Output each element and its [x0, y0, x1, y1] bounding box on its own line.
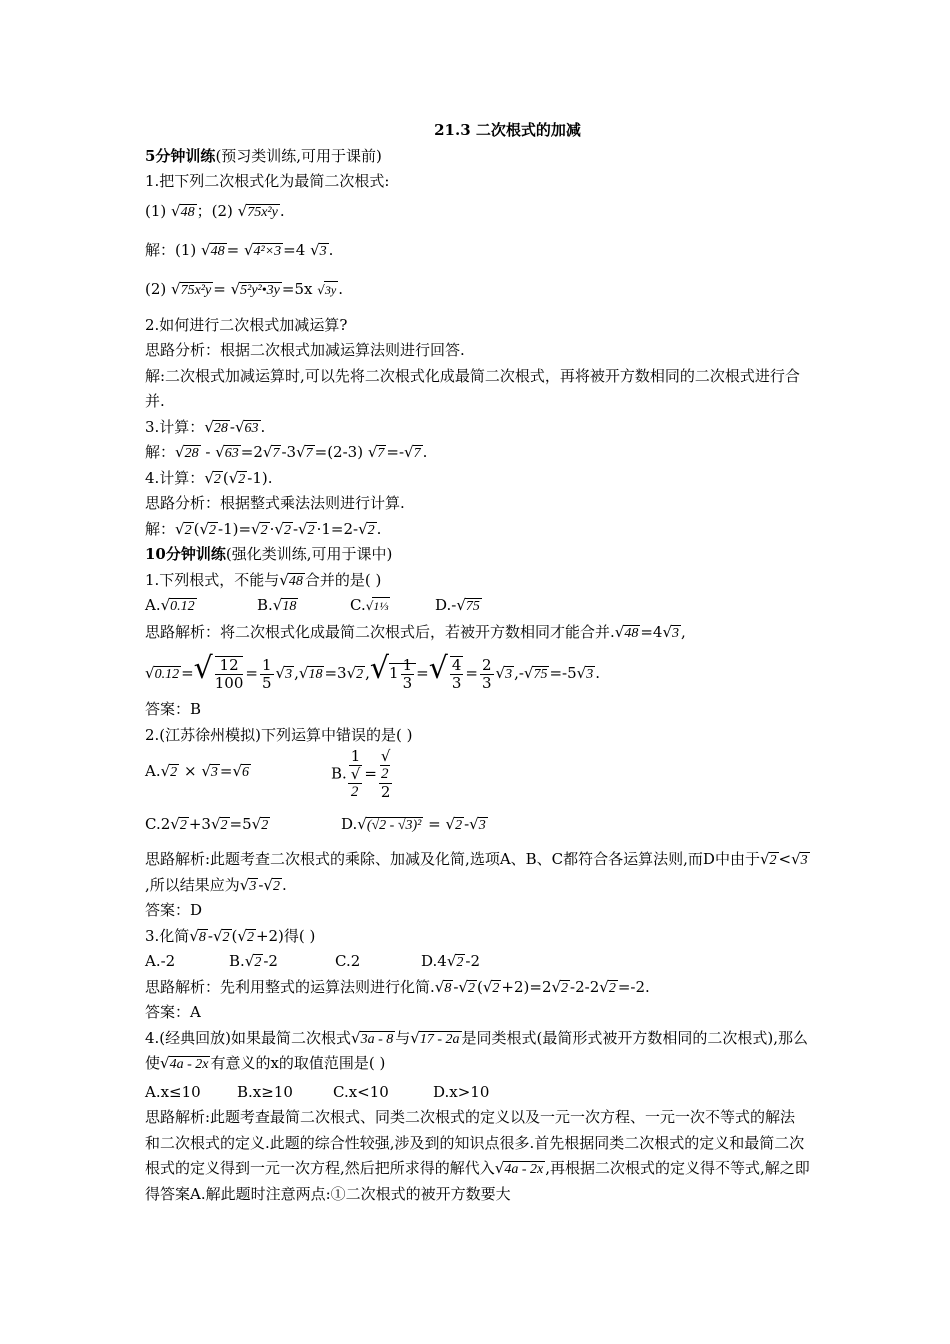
radical: 1⅓ — [373, 599, 389, 613]
radical: 7 — [305, 446, 313, 461]
p2-options-ab — [145, 748, 810, 801]
radical: 3a - 8 — [360, 1031, 394, 1047]
radical: 48 — [210, 243, 225, 259]
radical: 3 — [249, 878, 257, 894]
p2-answer: 答案：D — [145, 901, 203, 919]
radical: 0.12 — [170, 599, 195, 614]
p3-answer: 答案：A — [145, 1003, 201, 1021]
q1-solution-1: 解：(1) √48 = √4²×3 =4 √3 . — [145, 240, 334, 259]
radical: 63 — [224, 446, 239, 461]
radical: 2 — [170, 765, 178, 780]
radical: 2 — [246, 929, 254, 945]
radical: 2 — [179, 818, 187, 833]
radical: 2 — [769, 853, 777, 868]
radical: 2 — [213, 471, 221, 487]
radical: 4a - 2x — [504, 1162, 544, 1177]
radical: 3 — [586, 667, 594, 682]
radical: 2 — [367, 522, 375, 538]
option-b: B.√18 — [257, 596, 297, 614]
radical: 2 — [307, 522, 315, 538]
radical: 63 — [244, 420, 259, 436]
q3-solution: 解：√28 - √63 =2√7 -3√7 =(2-3) √7 =-√7 . — [145, 443, 428, 461]
radical: 2 — [455, 818, 463, 833]
radical: 3 — [505, 667, 513, 682]
fraction: $\frac{2}{3}$ — [481, 655, 492, 692]
radical: 3 — [672, 625, 680, 641]
p4-options — [145, 1080, 810, 1106]
radical: 2 — [220, 818, 228, 833]
radical: 48 — [180, 204, 195, 220]
option-a: A.-2 — [145, 952, 176, 970]
document-page — [145, 118, 810, 1207]
radical: 2 — [209, 522, 216, 538]
p2-analysis: 思路解析:此题考查二次根式的乘除、加减及化简,选项A、B、C都符合各运算法则,而D中由于√2 <√3,所以结果应为√3 -√2 . — [145, 850, 808, 894]
p1-analysis: 思路解析：将二次根式化成最简二次根式后，若被开方数相同才能合并.√48 =4√3 , — [145, 622, 686, 641]
radical: 3 — [478, 818, 486, 833]
radical: 7 — [272, 446, 280, 461]
radical: 8 — [444, 980, 452, 996]
radical: 2 — [254, 955, 262, 970]
q1-solution-2: (2) √75x²y = √5²y²•3y =5x √3y . — [145, 279, 343, 298]
p2-options-cd — [145, 801, 810, 847]
radical: 3 — [800, 853, 808, 868]
fraction: $\frac{1}{5}$ — [261, 655, 272, 692]
option-b: B.x≥10 — [237, 1082, 293, 1101]
option-c: C.x<10 — [333, 1082, 389, 1101]
q2-stem: 2.如何进行二次根式加减运算? — [145, 315, 348, 334]
radical: 3 — [210, 765, 218, 780]
q4-solution: 解：√2 (√2 -1)=√2 ·√2 -√2 ·1=2-√2 . — [145, 519, 382, 538]
radical: 2 — [283, 522, 291, 538]
radical: 75 — [465, 599, 480, 614]
option-d: D.√(√2 - √3)² = √2 -√3 — [341, 815, 486, 833]
radical: 48 — [624, 625, 639, 641]
radical: 17 - 2a — [419, 1031, 460, 1047]
p3-stem: 3.化简√8 -√2 (√2 +2)得( ) — [145, 926, 316, 945]
p1-answer: 答案：B — [145, 700, 202, 718]
p4-analysis: 思路解析:此题考查最简二次根式、同类二次根式的定义以及一元一次方程、一元一次不等式的解法和二次根式的定义.此题的综合性较强,涉及到的知识点很多.首先根据同类二次根式的定义和最简二次根式的定义得到一元一次方程,然后把所求得的解代入√4a - 2x ,再根据二次根式的定义得不等式,解之即得答案A.解此题时注意两点:①二次根式的被开方数要大 — [145, 1108, 810, 1203]
radical: 2 — [356, 667, 364, 682]
fraction: $\frac{4}{3}$ — [451, 656, 462, 692]
q4-stem: 4.计算：√2 (√2 -1). — [145, 468, 273, 487]
section-heading-5min: 5分钟训练(预习类训练,可用于课前) — [145, 146, 382, 165]
p3-analysis: 思路解析：先利用整式的运算法则进行化简.√8 -√2 (√2 +2)=2√2 -2-2√2 =-2. — [145, 977, 650, 996]
radical: 0.12 — [154, 667, 180, 682]
radical: 28 — [184, 446, 199, 461]
radical: 2 — [184, 522, 192, 538]
radical: 75x²y — [180, 282, 212, 298]
p1-stem: 1.下列根式，不能与√48 合并的是( ) — [145, 570, 382, 589]
radical: 48 — [288, 573, 303, 589]
radical: 3 — [319, 243, 327, 259]
p4-stem: 4.(经典回放)如果最简二次根式√3a - 8 与√17 - 2a 是同类根式(最简形式被开方数相同的二次根式),那么使√4a - 2x 有意义的x的取值范围是( ) — [145, 1028, 808, 1072]
radical: 75 — [533, 667, 548, 682]
p2-stem: 2.(江苏徐州模拟)下列运算中错误的是( ) — [145, 725, 413, 744]
option-a: A.√2 × √3 =√6 — [145, 762, 250, 780]
radical: 2 — [222, 929, 230, 945]
radical: 2 — [467, 980, 475, 996]
radical: 2 — [608, 980, 616, 996]
radical: 4²×3 — [253, 243, 282, 259]
radical: 6 — [242, 765, 250, 780]
radical: 2 — [456, 955, 464, 970]
p1-analysis-line2: √0.12 =√ $\frac{12}{100}$ = $\frac{1}{5}$ √3 ,√18 =3√2 ,√1 $\frac{1}{3}$ =√ $\frac{4}{3}$ = $\frac{2}{3}$ √3 ,-√75 =-5√3 . — [145, 651, 600, 692]
option-b: B. 1 √ 2 = √ 2 2 — [331, 747, 391, 801]
radical: 2 — [238, 471, 246, 487]
option-c: C.2 — [335, 952, 361, 970]
radical: 28 — [213, 420, 228, 436]
radical: 2 — [260, 522, 268, 538]
radical: 75x²y — [247, 204, 278, 220]
radical: 7 — [413, 446, 421, 461]
p1-options — [145, 593, 810, 620]
radical: 2 — [261, 818, 269, 833]
option-b: B.√2 -2 — [229, 952, 278, 970]
radical: 18 — [308, 667, 323, 682]
q2-solution: 解:二次根式加减运算时,可以先将二次根式化成最简二次根式，再将被开方数相同的二次根式进行合并. — [145, 366, 800, 410]
radical: 7 — [377, 446, 385, 461]
q4-analysis: 思路分析：根据整式乘法法则进行计算. — [145, 494, 405, 512]
option-d: D.4√2 -2 — [421, 952, 480, 970]
radical: 2 — [272, 878, 280, 894]
q1-expression: (1) √48 ；(2) √75x²y . — [145, 201, 285, 220]
option-c: C.√1⅓ — [350, 596, 389, 614]
q3-stem: 3.计算：√28 -√63 . — [145, 417, 266, 436]
radical: (√2 - √3)² — [366, 818, 422, 833]
mixed-number: 1 $\frac{1}{3}$ — [389, 663, 416, 682]
option-c: C.2√2 +3√2 =5√2 — [145, 815, 269, 833]
radical: 3y — [324, 282, 337, 297]
section-heading-10min: 10分钟训练(强化类训练,可用于课中) — [145, 545, 393, 563]
page-title: 21.3 二次根式的加减 — [434, 121, 581, 139]
p3-options — [145, 949, 810, 975]
option-a: A.x≤10 — [145, 1082, 201, 1101]
option-d: D.-√75 — [435, 596, 480, 614]
radical: 3 — [285, 667, 293, 682]
q2-analysis: 思路分析：根据二次根式加减运算法则进行回答. — [145, 341, 465, 359]
radical: 8 — [198, 929, 206, 945]
radical: 4a - 2x — [169, 1057, 209, 1072]
radical: 2 — [561, 980, 569, 996]
radical: 2 — [492, 980, 500, 996]
option-a: A.√0.12 — [145, 596, 195, 614]
radical: 18 — [282, 599, 297, 614]
q1-stem: 1.把下列二次根式化为最简二次根式: — [145, 172, 390, 190]
fraction: $\frac{12}{100}$ — [214, 656, 244, 692]
option-d: D.x>10 — [433, 1082, 490, 1101]
radical: 5²y²•3y — [240, 282, 280, 298]
